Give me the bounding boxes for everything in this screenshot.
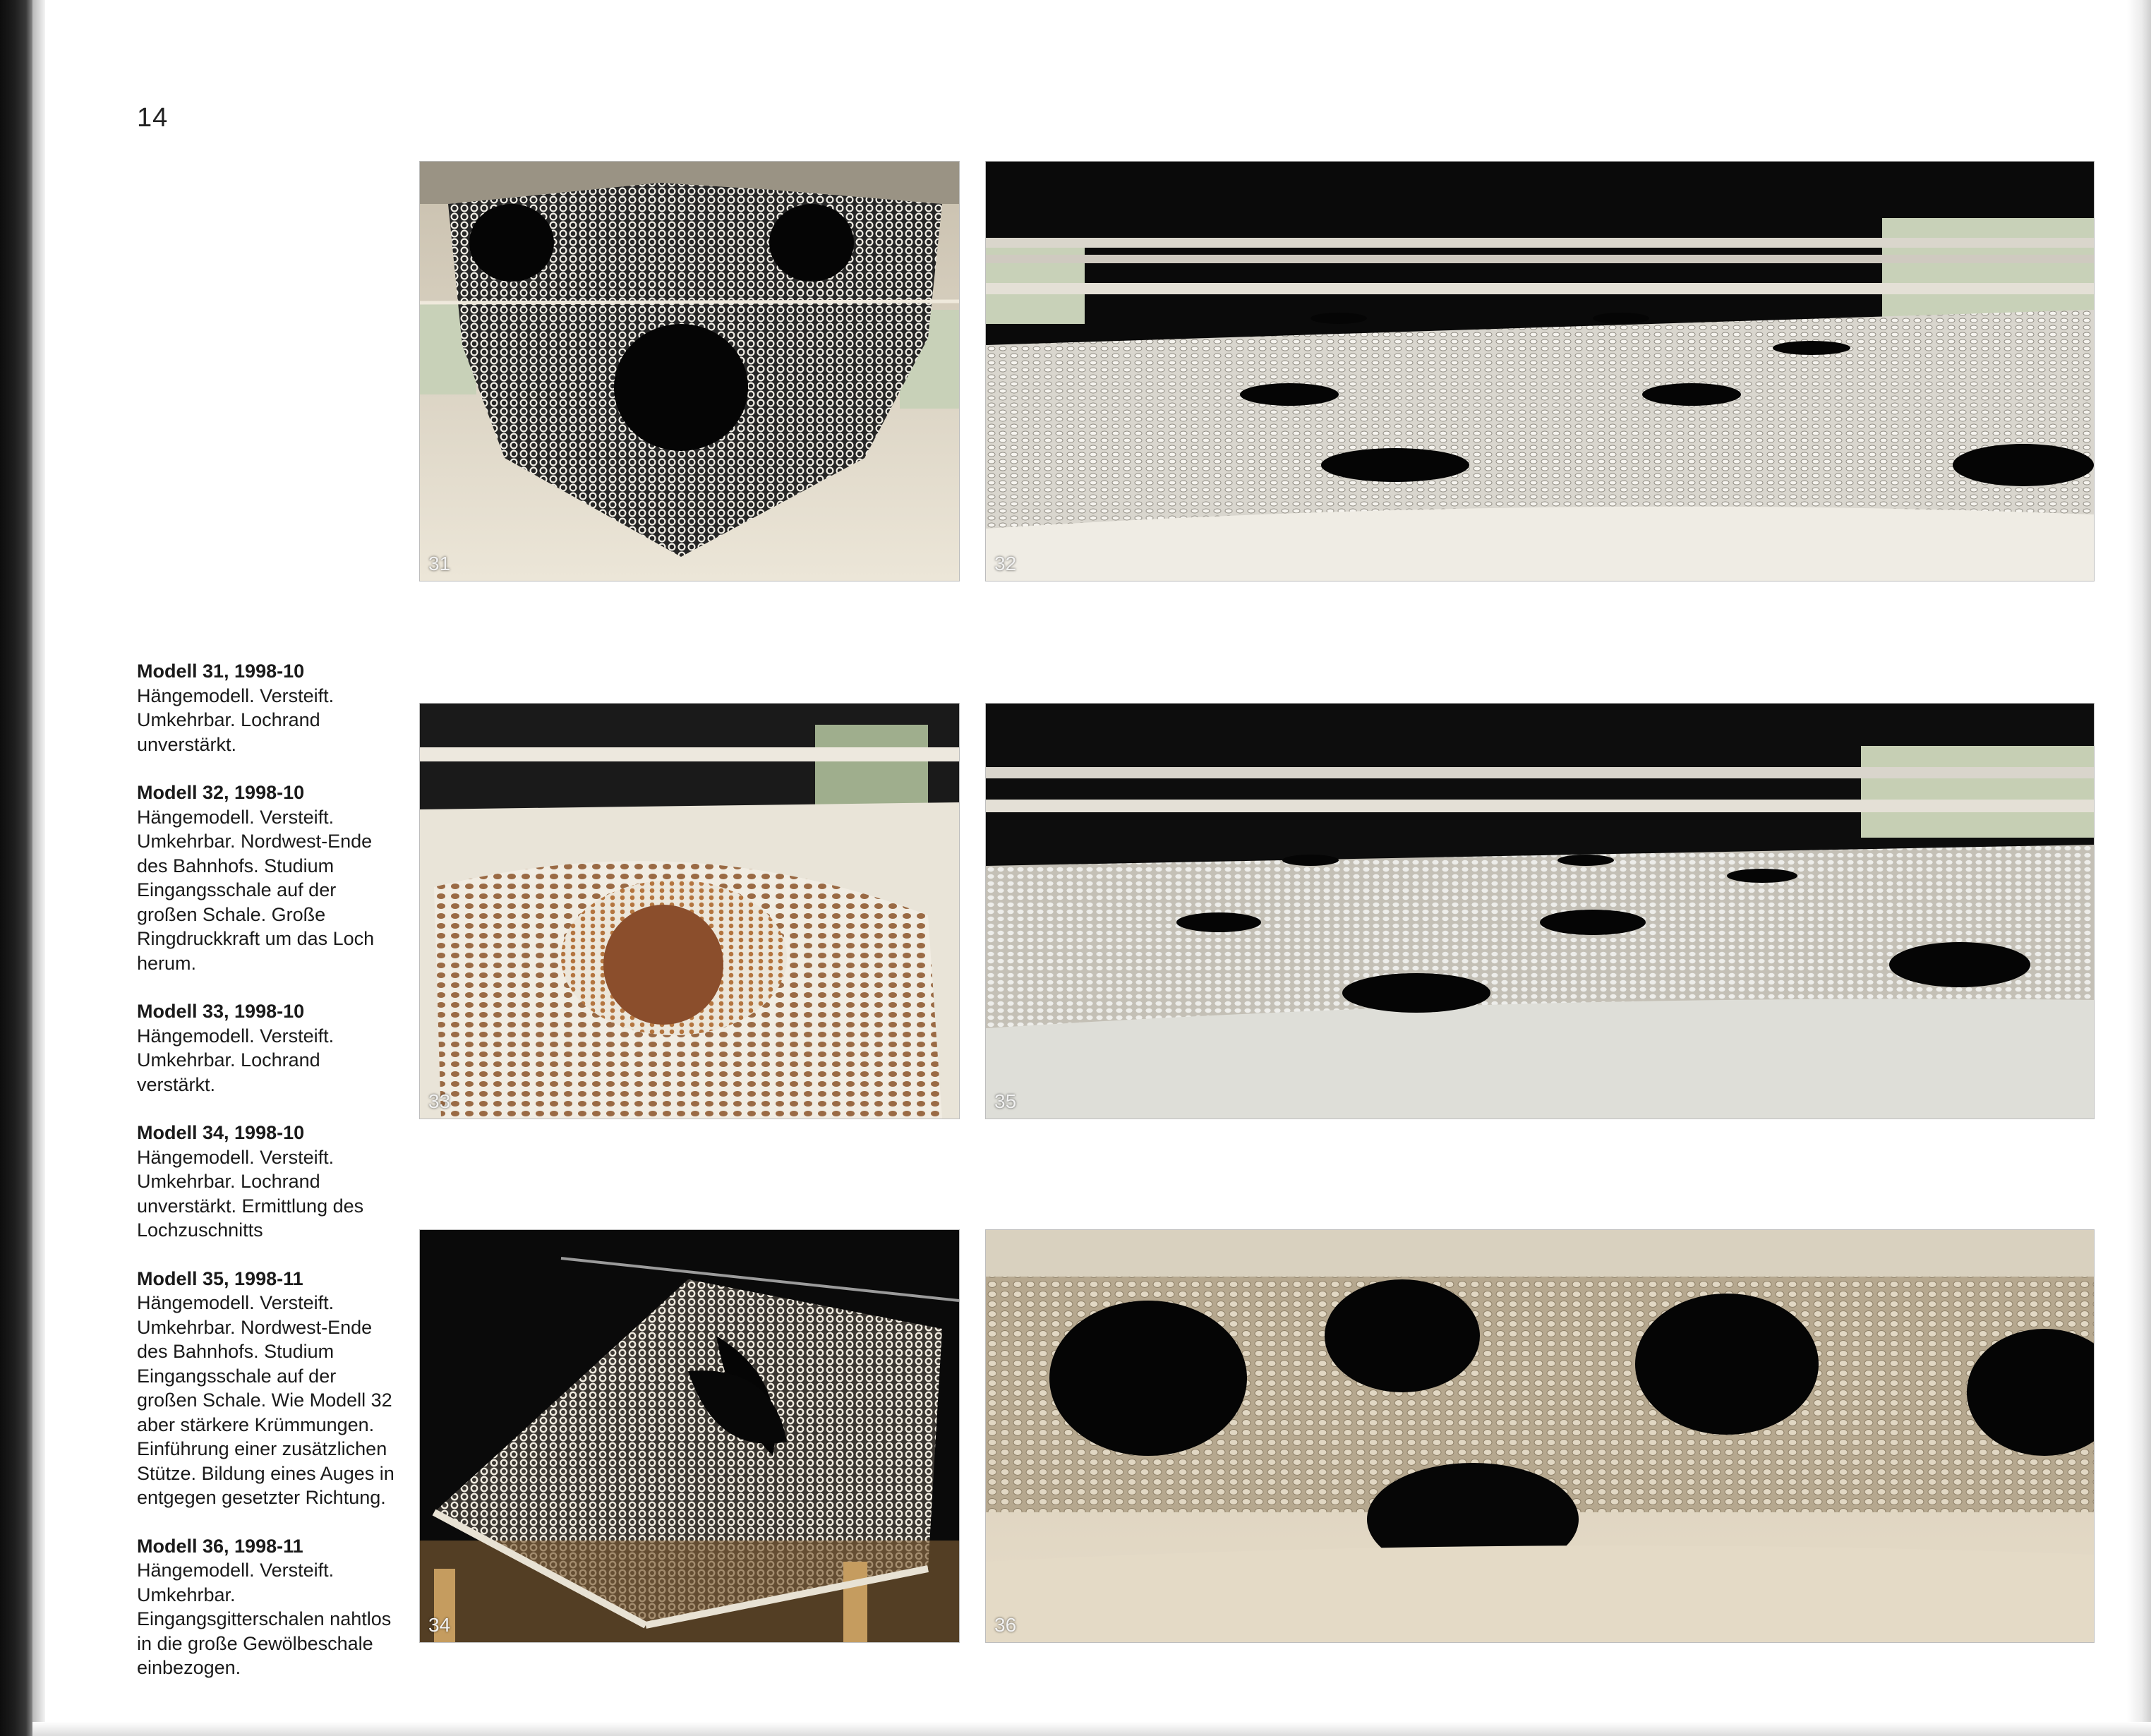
photo-model-36 (985, 1229, 2095, 1643)
photo-number: 33 (428, 1090, 451, 1112)
page-number: 14 (137, 103, 169, 133)
caption-text: Hängemodell. Versteift. Umkehrbar. Lochrand unverstärkt. (137, 685, 335, 755)
caption-model-35 (137, 1267, 397, 1510)
photo-number: 35 (994, 1090, 1017, 1112)
caption-title: Modell 32, 1998-10 (137, 782, 305, 803)
caption-model-33 (137, 999, 397, 1097)
caption-title: Modell 36, 1998-11 (137, 1535, 303, 1557)
book-spine (0, 0, 32, 1736)
spine-shadow (32, 0, 45, 1736)
caption-text: Hängemodell. Versteift. Umkehrbar. Eingangsgitterschalen nahtlos in die große Gewölbeschale einbezogen. (137, 1560, 392, 1678)
caption-model-32 (137, 780, 397, 975)
photo-number: 31 (428, 553, 451, 574)
photo-model-35 (985, 703, 2095, 1119)
caption-text: Hängemodell. Versteift. Umkehrbar. Nordwest-Ende des Bahnhofs. Studium Eingangsschale auf der großen Schale. Große Ringdruckkraft um das Loch herum. (137, 806, 375, 974)
photo-number: 36 (994, 1614, 1017, 1636)
caption-text: Hängemodell. Versteift. Umkehrbar. Lochrand verstärkt. (137, 1025, 335, 1095)
photo-number: 32 (994, 553, 1017, 574)
model-36-image (986, 1230, 2094, 1642)
photo-model-31 (419, 161, 960, 581)
model-34-image (420, 1230, 959, 1642)
caption-title: Modell 31, 1998-10 (137, 661, 305, 682)
model-31-image (420, 162, 959, 581)
caption-model-34 (137, 1121, 397, 1243)
caption-model-31 (137, 659, 397, 757)
photo-number: 34 (428, 1614, 451, 1636)
photo-model-33 (419, 703, 960, 1119)
model-35-image (986, 704, 2094, 1119)
page-bottom-edge (32, 1722, 2151, 1736)
caption-text: Hängemodell. Versteift. Umkehrbar. Nordwest-Ende des Bahnhofs. Studium Eingangsschale auf der großen Schale. Wie Modell 32 aber stärkere Krümmungen. Einführung einer zusätzlichen Stütze. Bildung eines Auges in entgegen gesetzter Richtung. (137, 1292, 394, 1508)
caption-text: Hängemodell. Versteift. Umkehrbar. Lochrand unverstärkt. Ermittlung des Lochzuschnitts (137, 1146, 364, 1241)
page-edge (2127, 0, 2151, 1736)
photo-model-34 (419, 1229, 960, 1643)
caption-title: Modell 34, 1998-10 (137, 1122, 305, 1143)
caption-title: Modell 33, 1998-10 (137, 1001, 305, 1022)
caption-model-36 (137, 1534, 397, 1680)
photo-model-32 (985, 161, 2095, 581)
model-32-image (986, 162, 2094, 581)
caption-column (137, 659, 397, 1704)
caption-title: Modell 35, 1998-11 (137, 1267, 303, 1289)
model-33-image (420, 704, 959, 1119)
